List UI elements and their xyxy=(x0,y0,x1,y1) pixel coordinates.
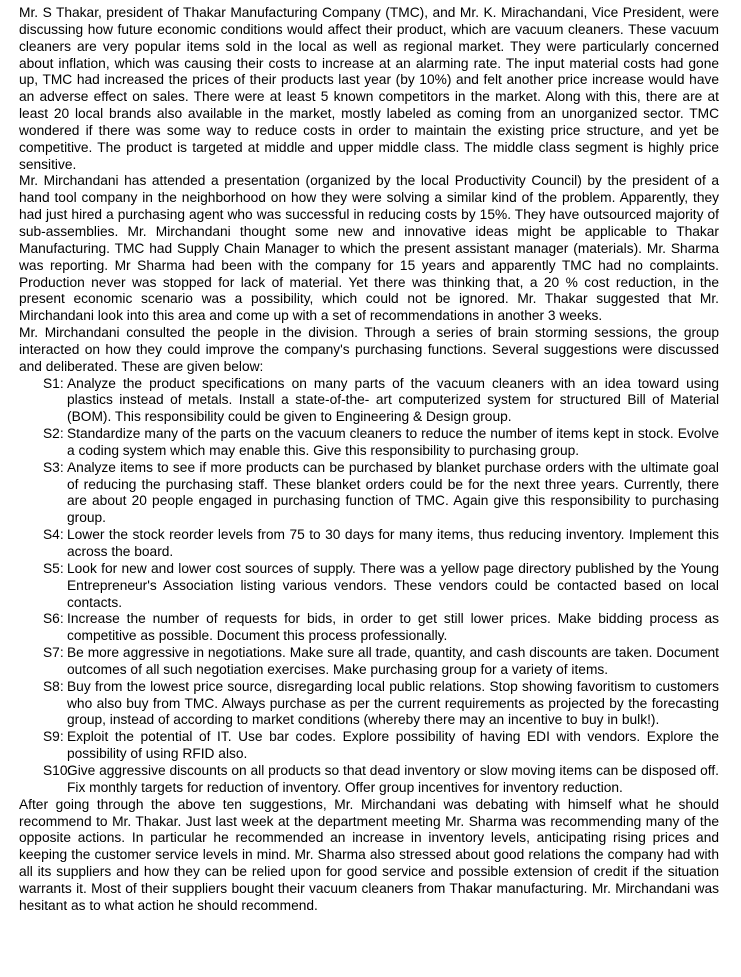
suggestion-s8 xyxy=(19,679,719,730)
suggestion-text: Lower the stock reorder levels from 75 to 30 days for many items, thus reducing inventory. Implement this across the board. xyxy=(67,527,719,559)
suggestion-s7 xyxy=(19,645,719,679)
intro-paragraph-3: Mr. Mirchandani consulted the people in the division. Through a series of brain storming sessions, the group interacted on how they could improve the company's purchasing functions. Several suggestions were discussed and deliberated. These are given below: xyxy=(19,325,719,374)
suggestion-s4 xyxy=(19,527,719,561)
suggestion-label: S10: xyxy=(43,762,72,778)
suggestion-s1 xyxy=(19,376,719,427)
suggestion-text: Analyze items to see if more products can be purchased by blanket purchase orders with the ultimate goal of reducing the purchasing staff. These blanket orders could be for the next three years. Currently, there are about 20 people engaged in purchasing function of TMC. Again give this responsibility to purchasing group. xyxy=(67,459,719,526)
suggestion-s6 xyxy=(19,611,719,645)
suggestion-label: S4: xyxy=(43,527,64,543)
suggestion-label: S5: xyxy=(43,560,64,576)
intro-paragraph-2: Mr. Mirchandani has attended a presentation (organized by the local Productivity Council) by the president of a hand tool company in the neighborhood on how they were solving a similar kind of the problem. Apparently, they had just hired a purchasing agent who was successful in reducing costs by 15%. They have outsourced majority of sub-assemblies. Mr. Mirchandani thought some new and innovative ideas might be applicable to Thakar Manufacturing. TMC had Supply Chain Manager to which the present assistant manager (materials). Mr. Sharma was reporting. Mr Sharma had been with the company for 15 years and apparently TMC had no complaints. Production never was stopped for lack of material. Yet there was thinking that, a 20 % cost reduction, in the present economic scenario was a possibility, which could not be ignored. Mr. Thakar suggested that Mr. Mirchandani look into this area and come up with a set of recommendations in another 3 weeks. xyxy=(19,173,719,324)
suggestion-s10 xyxy=(19,763,719,797)
suggestion-label: S3: xyxy=(43,459,64,475)
suggestion-label: S9: xyxy=(43,729,64,745)
suggestion-s9 xyxy=(19,729,719,763)
suggestion-text: Look for new and lower cost sources of supply. There was a yellow page directory published by the Young Entrepreneur's Association listing various vendors. These vendors could be contacted based on local contacts. xyxy=(67,560,719,610)
suggestion-text: Buy from the lowest price source, disregarding local public relations. Stop showing favoritism to customers who also buy from TMC. Always purchase as per the current requirements as projected by the forecasting group, instead of according to market conditions (whereby there may an incentive to buy in bulk!). xyxy=(67,678,719,728)
suggestion-text: Give aggressive discounts on all products so that dead inventory or slow moving items can be disposed off. Fix monthly targets for reduction of inventory. Offer group incentives for inventory reduction. xyxy=(67,762,719,795)
closing-paragraph: After going through the above ten suggestions, Mr. Mirchandani was debating with himself what he should recommend to Mr. Thakar. Just last week at the department meeting Mr. Sharma was recommending many of the opposite actions. In particular he recommended an increase in inventory levels, anticipating rising prices and keeping the customer service levels in mind. Mr. Sharma also stressed about good relations the company had with all its suppliers and how they can be relied upon for good service and possible extension of credit if the situation warrants it. Most of their suppliers bought their vacuum cleaners from Thakar manufacturing. Mr. Mirchandani was hesitant as to what action he should recommend. xyxy=(19,796,719,913)
suggestion-s2 xyxy=(19,426,719,460)
suggestion-text: Standardize many of the parts on the vacuum cleaners to reduce the number of items kept in stock. Evolve a coding system which may enable this. Give this responsibility to purchasing group. xyxy=(67,426,719,458)
intro-paragraph-1: Mr. S Thakar, president of Thakar Manufacturing Company (TMC), and Mr. K. Mirachandani, Vice President, were discussing how future economic conditions would affect their product, which are vacuum cleaners. These vacuum cleaners are very popular items sold in the local as well as regional market. They were particularly concerned about inflation, which was causing their costs to increase at an alarming rate. The input material costs had gone up, TMC had increased the prices of their products last year (by 10%) and felt another price increase would have an adverse effect on sales. There were at least 5 known competitors in the market. Along with this, there are at least 20 local brands also available in the market, mostly labeled as coming from an unorganized sector. TMC wondered if there was some way to reduce costs in order to maintain the existing price structure, and yet be competitive. The product is targeted at middle and upper middle class. The middle class segment is highly price sensitive. xyxy=(19,5,719,172)
suggestion-text: Analyze the product specifications on many parts of the vacuum cleaners with an idea toward using plastics instead of metals. Install a state-of-the- art computerized system for structured Bill of Material (BOM). This responsibility could be given to Engineering & Design group. xyxy=(67,375,719,425)
suggestion-label: S1: xyxy=(43,375,64,391)
suggestion-text: Be more aggressive in negotiations. Make sure all trade, quantity, and cash discounts are taken. Document outcomes of all such negotiation exercises. Make purchasing group for a variety of items. xyxy=(67,645,719,677)
suggestion-s5 xyxy=(19,561,719,612)
suggestion-label: S8: xyxy=(43,678,64,694)
suggestion-text: Increase the number of requests for bids, in order to get still lower prices. Make bidding process as competitive as possible. Document this process professionally. xyxy=(67,611,719,644)
suggestion-label: S7: xyxy=(43,645,64,661)
suggestion-label: S2: xyxy=(43,426,64,442)
suggestion-list xyxy=(19,376,719,797)
suggestion-s3 xyxy=(19,460,719,527)
suggestion-text: Exploit the potential of IT. Use bar codes. Explore possibility of having EDI with vendors. Explore the possibility of using RFID also. xyxy=(67,729,719,762)
suggestion-label: S6: xyxy=(43,611,64,627)
